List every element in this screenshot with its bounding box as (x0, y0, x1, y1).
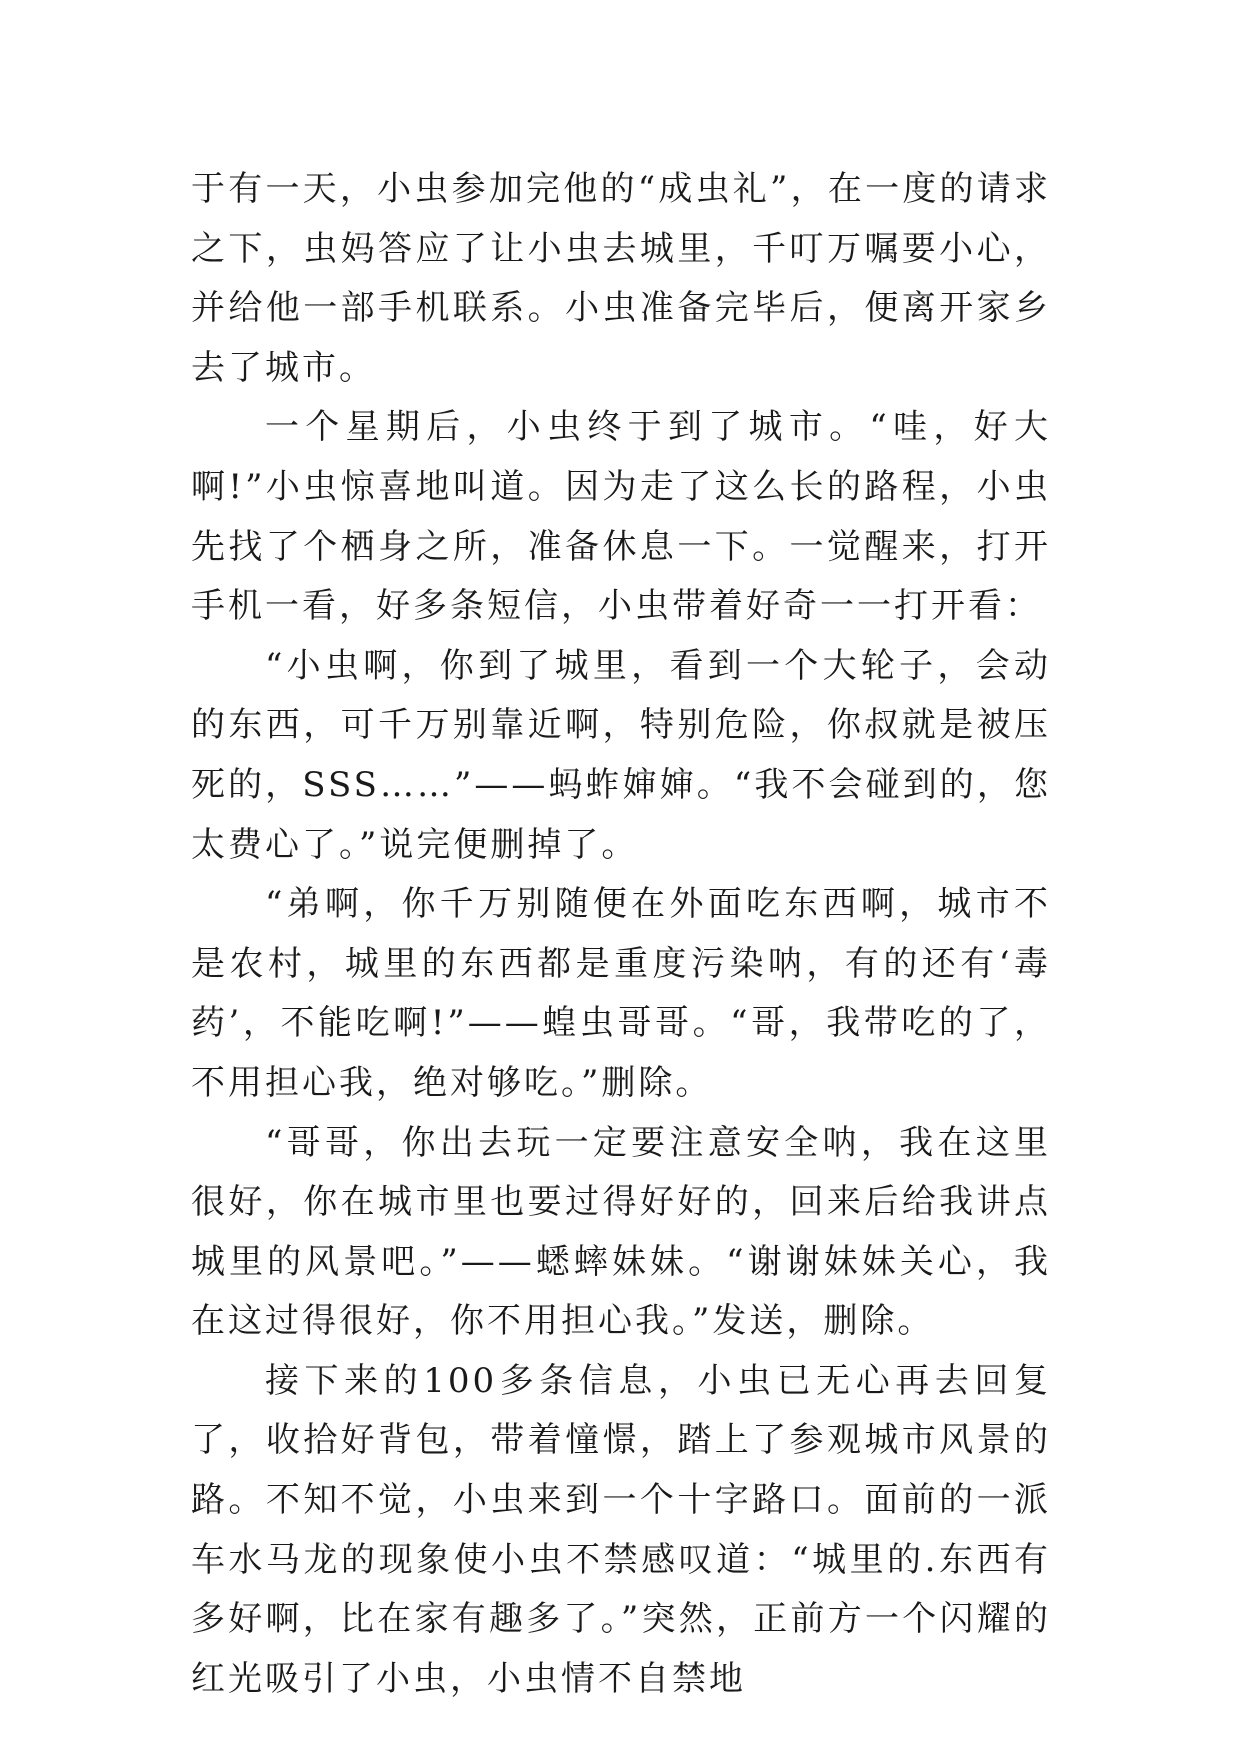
paragraph-1: 于有一天，小虫参加完他的“成虫礼”，在一度的请求之下，虫妈答应了让小虫去城里，千叮万嘱要小心，并给他一部手机联系。小虫准备完毕后，便离开家乡去了城市。 (191, 169, 1051, 388)
paragraph-2: 一个星期后，小虫终于到了城市。“哇，好大啊!”小虫惊喜地叫道。因为走了这么长的路程，小虫先找了个栖身之所，准备休息一下。一觉醒来，打开手机一看，好多条短信，小虫带着好奇一一打开看： (191, 407, 1051, 627)
body-text (191, 160, 1051, 1709)
paragraph-6: 接下来的100多条信息，小虫已无心再去回复了，收拾好背包，带着憧憬，踏上了参观城市风景的路。不知不觉，小虫来到一个十字路口。面前的一派车水马龙的现象使小虫不禁感叹道：“城里的.东西有多好啊，比在家有趣多了。”突然，正前方一个闪耀的红光吸引了小虫，小虫情不自禁地 (191, 1360, 1051, 1699)
paragraph-3: “小虫啊，你到了城里，看到一个大轮子，会动的东西，可千万别靠近啊，特别危险，你叔就是被压死的，SSS……”——蚂蚱婶婶。“我不会碰到的，您太费心了。”说完便删掉了。 (191, 645, 1051, 865)
paragraph-4: “弟啊，你千万别随便在外面吃东西啊，城市不是农村，城里的东西都是重度污染呐，有的还有‘毒药’，不能吃啊!”——蝗虫哥哥。“哥，我带吃的了，不用担心我，绝对够吃。”删除。 (191, 884, 1051, 1103)
paragraph-5: “哥哥，你出去玩一定要注意安全呐，我在这里很好，你在城市里也要过得好好的，回来后给我讲点城里的风景吧。”——蟋蟀妹妹。“谢谢妹妹关心，我在这过得很好，你不用担心我。”发送，删除。 (191, 1122, 1051, 1342)
